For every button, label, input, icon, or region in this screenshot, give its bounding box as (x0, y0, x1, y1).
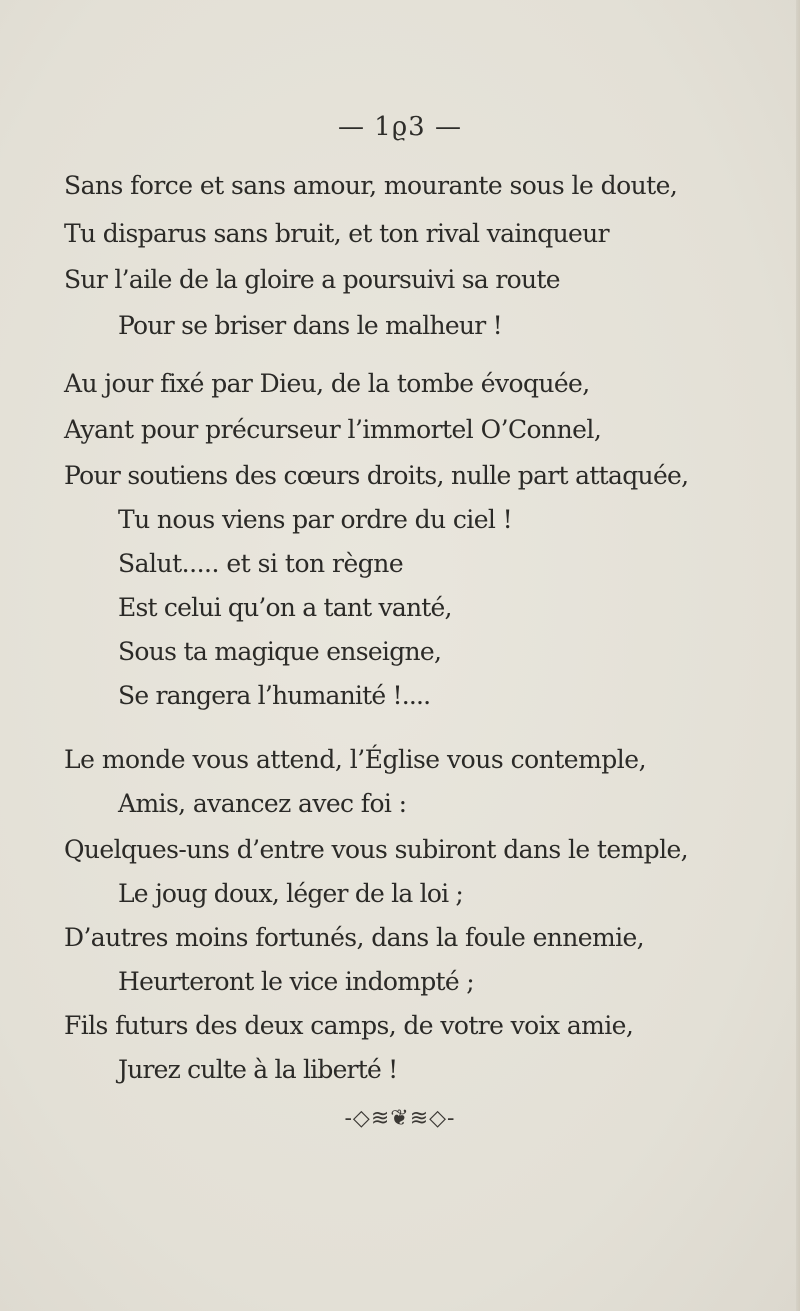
verse-line: Au jour fixé par Dieu, de la tombe évoquée, (64, 369, 590, 398)
verse-line: Fils futurs des deux camps, de votre voix amie, (64, 1011, 634, 1040)
page-edge (796, 0, 800, 1311)
tailpiece-ornament: -◇≋❦≋◇- (344, 1106, 456, 1131)
verse-line: Tu nous viens par ordre du ciel ! (118, 505, 513, 534)
verse-line: D’autres moins fortunés, dans la foule ennemie, (64, 923, 645, 952)
verse-line: Se rangera l’humanité !.... (118, 681, 431, 710)
verse-line: Tu disparus sans bruit, et ton rival vainqueur (64, 219, 609, 248)
verse-line: Salut..... et si ton règne (118, 549, 404, 578)
verse-line: Sur l’aile de la gloire a poursuivi sa route (64, 265, 560, 294)
verse-line: Heurteront le vice indompté ; (118, 967, 474, 996)
verse-line: Sous ta magique enseigne, (118, 637, 442, 666)
verse-line: Est celui qu’on a tant vanté, (118, 593, 452, 622)
verse-line: Jurez culte à la liberté ! (118, 1055, 398, 1084)
verse-line: Pour se briser dans le malheur ! (118, 311, 502, 340)
verse-line: Le monde vous attend, l’Église vous contemple, (64, 745, 647, 774)
verse-line: Sans force et sans amour, mourante sous le doute, (64, 171, 678, 200)
verse-line: Amis, avancez avec foi : (118, 789, 407, 818)
verse-line: Quelques-uns d’entre vous subiront dans le temple, (64, 835, 689, 864)
verse-line: Ayant pour précurseur l’immortel O’Connel, (64, 415, 602, 444)
verse-line: Le joug doux, léger de la loi ; (118, 879, 464, 908)
verse-line: Pour soutiens des cœurs droits, nulle part attaquée, (64, 461, 689, 490)
page-number: — 1ϱ3 — (338, 112, 462, 142)
